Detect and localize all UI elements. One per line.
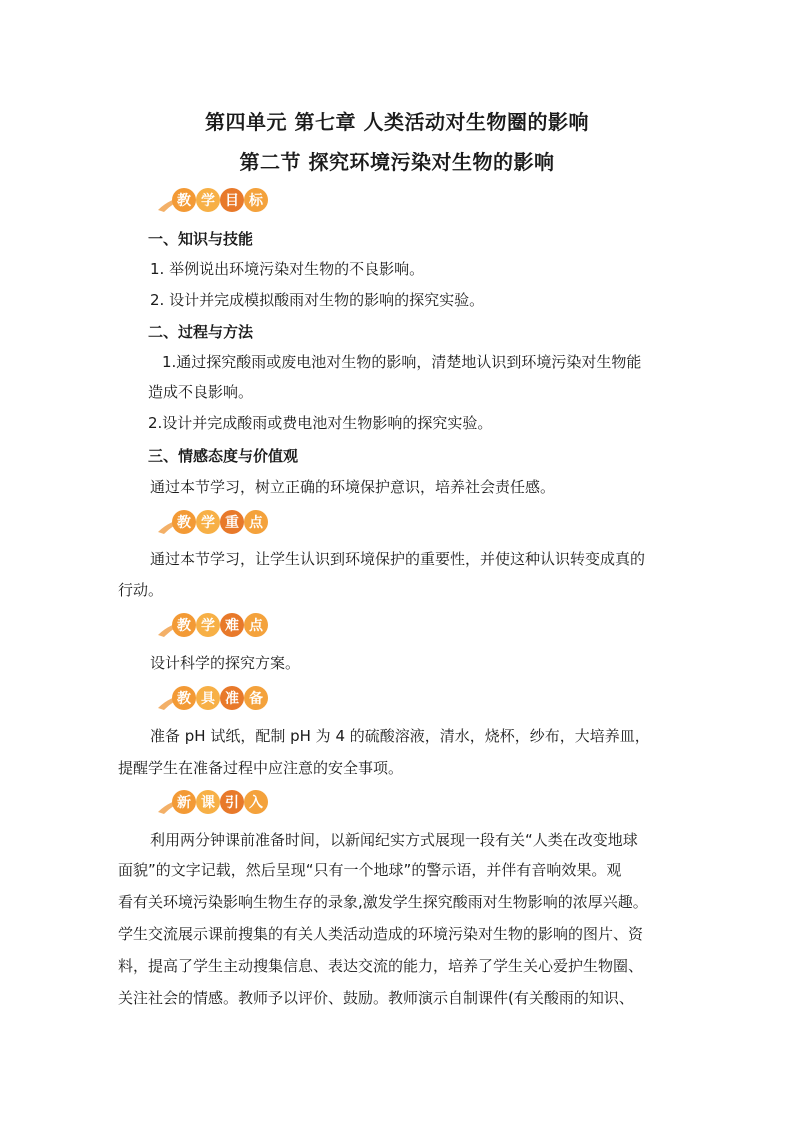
badge-difficulties [156, 613, 266, 639]
badge-char: 新 [172, 790, 196, 814]
paragraph-line: 设计科学的探究方案。 [150, 654, 301, 672]
paragraph-line: 利用两分钟课前准备时间，以新闻纪实方式展现一段有关“人类在改变地球 [150, 831, 638, 849]
paragraph-line: 通过本节学习，让学生认识到环境保护的重要性，并使这种认识转变成真的 [150, 550, 646, 568]
badge-char: 学 [196, 613, 220, 637]
paragraph-line: 看有关环境污染影响生物生存的录象,激发学生探究酸雨对生物影响的浓厚兴趣。 [118, 893, 648, 911]
paragraph-line: 2.设计并完成酸雨或费电池对生物影响的探究实验。 [148, 414, 493, 432]
badge-char: 点 [244, 510, 268, 534]
paragraph-line: 学生交流展示课前搜集的有关人类活动造成的环境污染对生物的影响的图片、资 [118, 925, 644, 943]
badge-char: 入 [244, 790, 268, 814]
section-title: 第二节 探究环境污染对生物的影响 [239, 150, 555, 174]
paragraph-line: 准备 pH 试纸，配制 pH 为 4 的硫酸溶液，清水，烧杯，纱布，大培养皿， [150, 727, 650, 745]
badge-char: 课 [196, 790, 220, 814]
paragraph-line: 关注社会的情感。教师予以评价、鼓励。教师演示自制课件(有关酸雨的知识、 [118, 989, 634, 1007]
paragraph-line: 2. 设计并完成模拟酸雨对生物的影响的探究实验。 [150, 291, 485, 309]
badge-introduction [156, 790, 266, 816]
paragraph-line: 1. 举例说出环境污染对生物的不良影响。 [150, 260, 425, 278]
badge-char: 准 [220, 686, 244, 710]
heading-values: 三、情感态度与价值观 [148, 447, 299, 465]
paragraph-line: 造成不良影响。 [148, 383, 254, 401]
heading-process-methods: 二、过程与方法 [148, 323, 254, 341]
paragraph-line: 面貌”的文字记载，然后呈现“只有一个地球”的警示语，并伴有音响效果。观 [118, 861, 622, 879]
heading-knowledge-skills: 一、知识与技能 [148, 230, 254, 248]
badge-char: 教 [172, 613, 196, 637]
badge-key-points [156, 510, 266, 536]
badge-char: 教 [172, 188, 196, 212]
unit-title: 第四单元 第七章 人类活动对生物圈的影响 [205, 110, 589, 134]
badge-char: 重 [220, 510, 244, 534]
badge-char: 目 [220, 188, 244, 212]
badge-teaching-objectives [156, 188, 266, 214]
badge-char: 引 [220, 790, 244, 814]
paragraph-line: 通过本节学习，树立正确的环境保护意识，培养社会责任感。 [150, 478, 556, 496]
paragraph-line: 1.通过探究酸雨或废电池对生物的影响，清楚地认识到环境污染对生物能 [162, 353, 642, 371]
badge-char: 具 [196, 686, 220, 710]
badge-char: 学 [196, 510, 220, 534]
badge-char: 标 [244, 188, 268, 212]
badge-char: 点 [244, 613, 268, 637]
paragraph-line: 提醒学生在准备过程中应注意的安全事项。 [118, 759, 404, 777]
paragraph-line: 行动。 [118, 581, 164, 599]
paragraph-line: 料，提高了学生主动搜集信息、表达交流的能力，培养了学生关心爱护生物圈、 [118, 957, 644, 975]
badge-char: 学 [196, 188, 220, 212]
badge-char: 教 [172, 510, 196, 534]
badge-char: 备 [244, 686, 268, 710]
badge-materials [156, 686, 266, 712]
badge-char: 难 [220, 613, 244, 637]
badge-char: 教 [172, 686, 196, 710]
